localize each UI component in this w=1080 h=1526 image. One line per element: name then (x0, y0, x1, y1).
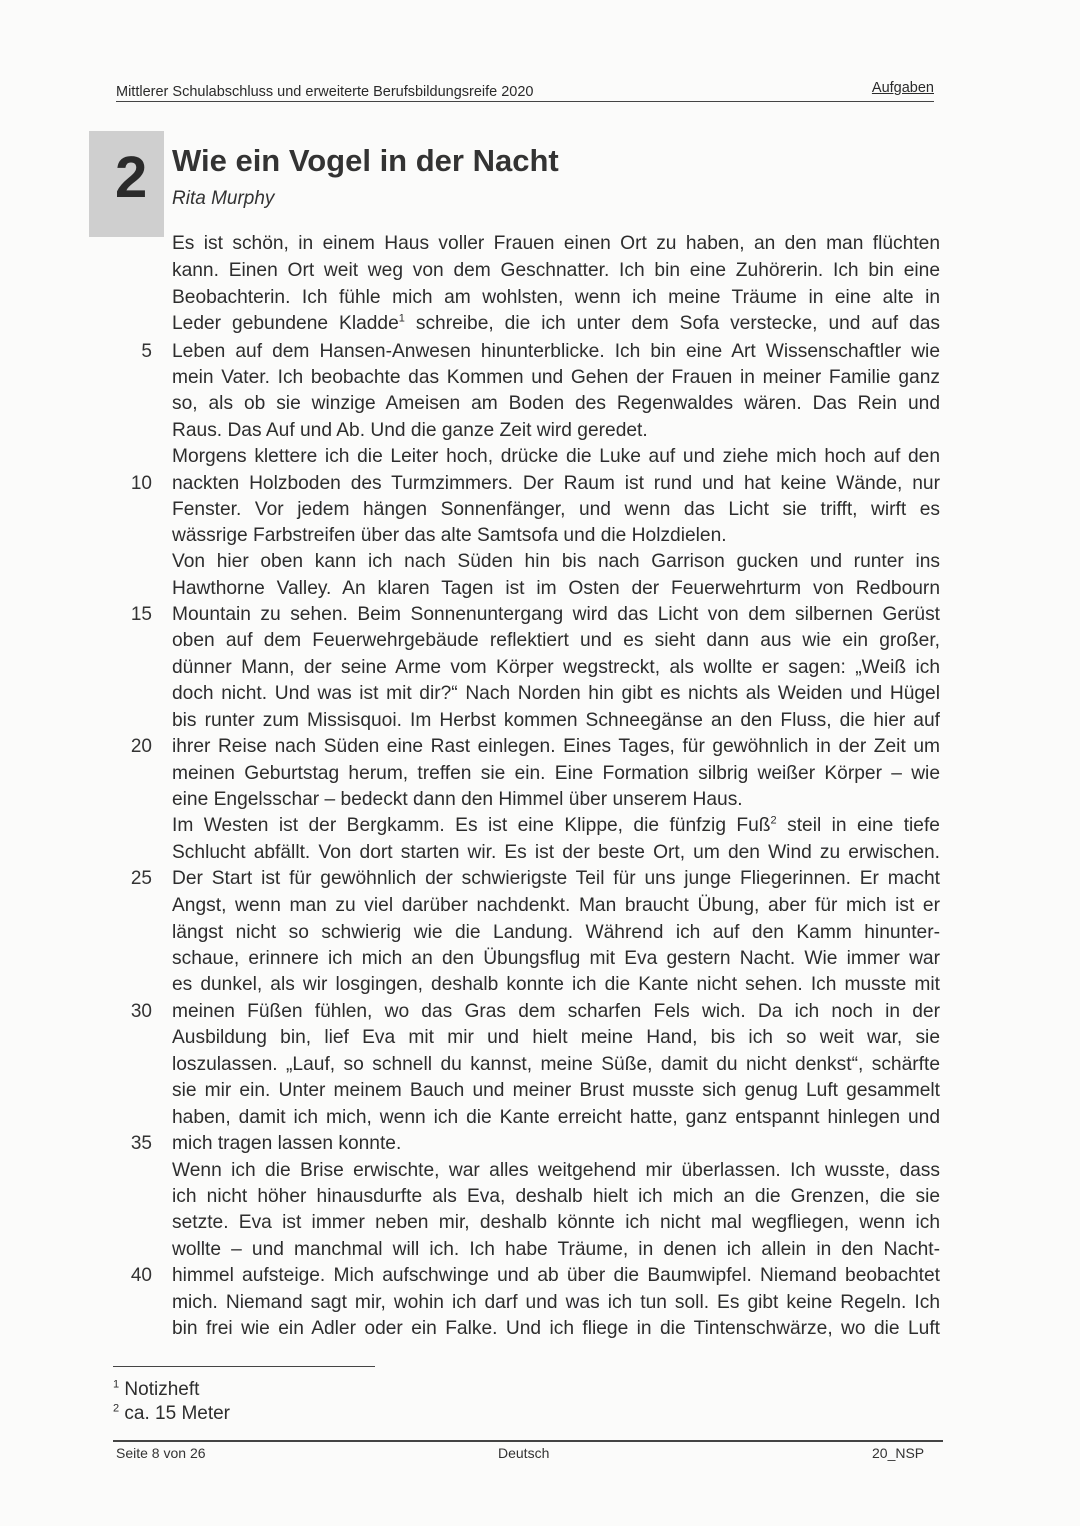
text-line: meinen Geburtstag herum, treffen sie ein. Eine Formation silbrig weißer Körper – wie (172, 763, 940, 784)
line-number: 5 (141, 341, 152, 362)
line-number: 20 (130, 736, 152, 757)
text-line: schaue, erinnere ich mich an den Übungsflug mit Eva gestern Nacht. Wie immer war (172, 948, 940, 969)
text-line (172, 311, 940, 337)
footnote-mark: 1 (113, 1378, 120, 1391)
text-line: himmel aufsteige. Mich aufschwinge und ab über die Baumwipfel. Niemand beobachtet (172, 1265, 940, 1286)
text-line: Hawthorne Valley. An klaren Tagen ist im Osten der Feuerwehrturm von Redbourn (172, 578, 940, 599)
text-segment: Im Westen ist der Bergkamm. Es ist eine Klippe, die fünfzig Fuß (172, 815, 771, 836)
footer-divider (113, 1440, 943, 1442)
text-line: Es ist schön, in einem Haus voller Frauen einen Ort zu haben, an den man flüchten (172, 233, 940, 254)
footnote-divider (113, 1366, 375, 1367)
text-line: bin frei wie ein Adler oder ein Falke. Und ich fliege in die Tintenschwärze, wo die Luft (172, 1318, 940, 1339)
line-number: 30 (130, 1001, 152, 1022)
footnote-ref: 1 (398, 312, 405, 325)
footnote-mark: 2 (113, 1402, 120, 1415)
text-line: Raus. Das Auf und Ab. Und die ganze Zeit wird geredet. (172, 420, 648, 441)
text-line: eine Engelsschar – bedeckt dann den Himmel über unserem Haus. (172, 789, 743, 810)
line-number: 10 (130, 473, 152, 494)
text-line: Fenster. Vor jedem hängen Sonnenfänger, und wenn das Licht sie trifft, wirft es (172, 499, 940, 520)
text-line: loszulassen. „Lauf, so schnell du kannst, meine Süße, damit du nicht denkst“, schärfte (172, 1054, 940, 1075)
text-segment: schreibe, die ich unter dem Sofa verstecke, und auf das (415, 313, 940, 334)
text-line: ihrer Reise nach Süden eine Rast einlegen. Eines Tages, für gewöhnlich in der Zeit um (172, 736, 940, 757)
text-line: haben, damit ich mich, wenn ich die Kante erreicht hatte, ganz entspannt hinlegen und (172, 1107, 940, 1128)
text-line: nackten Holzboden des Turmzimmers. Der Raum ist rund und hat keine Wände, nur (172, 473, 940, 494)
footer-code: 20_NSP (872, 1445, 925, 1461)
task-number: 2 (115, 145, 148, 210)
text-line: ich nicht höher hinausdurfte als Eva, deshalb hielt ich mich an die Grenzen, die sie (172, 1186, 940, 1207)
text-line: Ausbildung bin, lief Eva mit mir und hielt meine Hand, bis ich so weit war, sie (172, 1027, 940, 1048)
text-line: doch nicht. Und was ist mit dir?“ Nach Norden hin gibt es nichts als Weiden und Hügel (172, 683, 940, 704)
text-segment: steil in eine tiefe (787, 815, 940, 836)
story-title: Wie ein Vogel in der Nacht (172, 143, 559, 178)
text-line: Von hier oben kann ich nach Süden hin bis nach Garrison gucken und runter ins (172, 551, 940, 572)
text-line: es dunkel, als wir losgingen, deshalb konnte ich die Kante nicht sehen. Ich musste mit (172, 974, 940, 995)
text-line: mein Vater. Ich beobachte das Kommen und Gehen der Frauen in meiner Familie ganz (172, 367, 940, 388)
footnote-ref: 2 (770, 814, 777, 827)
text-line: so, als ob sie winzige Ameisen am Boden des Regenwaldes wären. Das Rein und (172, 393, 940, 414)
text-line: Wenn ich die Brise erwischte, war alles weitgehend mir überlassen. Ich wusste, dass (172, 1160, 940, 1181)
text-line: dünner Mann, der seine Arme vom Körper wegstreckt, als wollte er sagen: „Weiß ich (172, 657, 940, 678)
text-segment: Leder gebundene Kladde (172, 313, 399, 334)
footnote-text: Notizheft (124, 1379, 200, 1400)
line-number: 35 (130, 1133, 152, 1154)
text-line: längst nicht so schwierig wie die Landung. Während ich auf den Kamm hinunter- (172, 922, 940, 943)
text-line: Der Start ist für gewöhnlich der schwierigste Teil für uns junge Fliegerinnen. Er macht (172, 868, 940, 889)
header-section-label: Aufgaben (871, 80, 934, 96)
text-line: oben auf dem Feuerwehrgebäude reflektiert und es sieht dann aus wie ein großer, (172, 630, 940, 651)
footnote (113, 1402, 230, 1426)
text-line: Morgens klettere ich die Leiter hoch, drücke die Luke auf und ziehe mich hoch auf den (172, 446, 940, 467)
text-line: bis runter zum Missisquoi. Im Herbst kommen Schneegänse an den Fluss, die hier auf (172, 710, 940, 731)
text-line: Angst, wenn man zu viel darüber nachdenkt. Man braucht Übung, aber für mich ist er (172, 895, 940, 916)
text-line: setzte. Eva ist immer neben mir, deshalb könnte ich nicht mal wegfliegen, wenn ich (172, 1212, 940, 1233)
text-line: kann. Einen Ort weit weg von dem Geschnatter. Ich bin eine Zuhörerin. Ich bin eine (172, 260, 940, 281)
text-line: wässrige Farbstreifen über das alte Samtsofa und die Holzdielen. (172, 525, 727, 546)
text-line: wollte – und manchmal will ich. Ich habe Träume, in denen ich allein in den Nacht- (172, 1239, 940, 1260)
text-line: sie mir ein. Unter meinem Bauch und meiner Brust musste sich genug Luft gesammelt (172, 1080, 940, 1101)
line-number: 25 (130, 868, 152, 889)
page-header (116, 80, 934, 102)
story-author: Rita Murphy (172, 188, 275, 209)
text-line: Leben auf dem Hansen-Anwesen hinunterblicke. Ich bin eine Art Wissenschaftler wie (172, 341, 940, 362)
footer-subject: Deutsch (498, 1445, 550, 1461)
text-line: Schlucht abfällt. Von dort starten wir. Es ist der beste Ort, um den Wind zu erwischen. (172, 842, 940, 863)
text-line: mich tragen lassen konnte. (172, 1133, 402, 1154)
text-line: Mountain zu sehen. Beim Sonnenuntergang wird das Licht von dem silbernen Gerüst (172, 604, 940, 625)
text-line: mich. Niemand sagt mir, wohin ich darf und was ich tun soll. Es gibt keine Regeln. Ich (172, 1292, 940, 1313)
text-line: Beobachterin. Ich fühle mich am wohlsten, wenn ich meine Träume in eine alte in (172, 287, 940, 308)
text-line: meinen Füßen fühlen, wo das Gras dem scharfen Fels wich. Da ich noch in der (172, 1001, 940, 1022)
line-number: 15 (130, 604, 152, 625)
line-number: 40 (130, 1265, 152, 1286)
footer-page-number: Seite 8 von 26 (116, 1445, 206, 1461)
text-line (172, 813, 940, 839)
footnote-text: ca. 15 Meter (124, 1403, 231, 1424)
header-exam-title: Mittlerer Schulabschluss und erweiterte Berufsbildungsreife 2020 (116, 84, 534, 100)
footnote (113, 1378, 199, 1402)
